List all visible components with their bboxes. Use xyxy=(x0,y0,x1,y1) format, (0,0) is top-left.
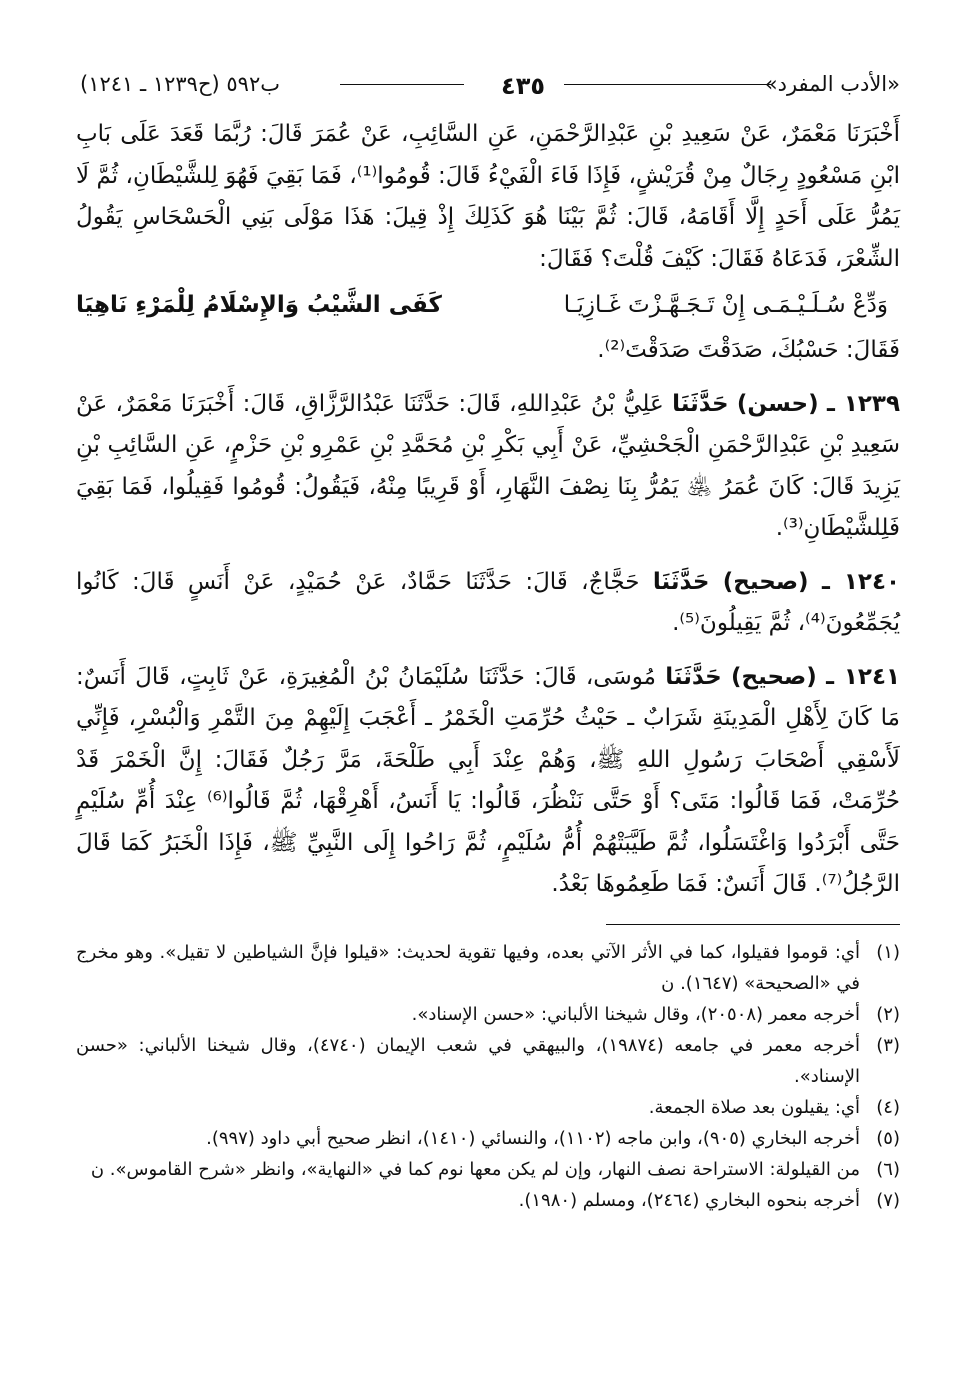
footnote-mark: (١) xyxy=(876,941,900,963)
hadith-number: ١٢٤٠ ـ xyxy=(821,568,901,595)
footnote xyxy=(76,999,900,1030)
footnote xyxy=(76,937,900,999)
hadith-range: ب٥٩٢ (ح١٢٣٩ ـ ١٢٤١) xyxy=(80,72,281,96)
footnote xyxy=(76,1123,900,1154)
footnote-text: أخرجه بنحوه البخاري (٢٤٦٤)، ومسلم (١٩٨٠). xyxy=(518,1189,860,1211)
hadith-grade: (حسن) xyxy=(736,390,819,417)
hadith-grade: (صحيح) xyxy=(722,568,809,595)
footnote-mark: (٧) xyxy=(876,1189,900,1211)
after-poem-line: فَقَالَ: حَسْبُكَ، صَدَقْتَ صَدَقْتَ⁽²⁾. xyxy=(597,337,900,363)
footnote xyxy=(76,1030,900,1092)
hadith-opening: حَدَّثَنَا xyxy=(665,663,722,690)
footnote-mark: (٢) xyxy=(876,1003,900,1025)
footnote-text: أخرجه معمر في جامعه (١٩٨٧٤)، والبيهقي في شعب الإيمان (٤٧٤٠)، وقال شيخنا الألباني: «حسن الإسناد». xyxy=(76,1034,861,1087)
hadith-opening: حَدَّثَنَا xyxy=(672,390,729,417)
hadith-text: عَلِيُّ بْنُ عَبْدِاللهِ، قَالَ: حَدَّثَنَا عَبْدُالرَّزَّاقِ، قَالَ: أَخْبَرَنَا مَعْمَرٌ، عَنْ سَعِيدِ بْنِ عَبْدِالرَّحْمَنِ الْجَحْشِيِّ، عَنْ أَبِي بَكْرِ بْنِ مُحَمَّدِ بْنِ عَمْرِو بْنِ حَزْمٍ، عَنِ السَّائِبِ بْنِ يَزِيدَ قَالَ: كَانَ عُمَرُ ﵁ يَمُرُّ بِنَا نِصْفَ النَّهَارِ، أَوْ قَرِيبًا مِنْهُ، فَيَقُولُ: قُومُوا فَقِيلُوا، فَمَا بَقِيَ فَلِلشَّيْطَانِ⁽³⁾. xyxy=(76,390,900,541)
footnote-text: من القيلولة: الاستراحة نصف النهار، وإن لم يكن معها نوم كما في «النهاية»، وانظر «شرح القاموس». ن xyxy=(90,1158,860,1180)
hadith-number: ١٢٤١ ـ xyxy=(826,663,901,690)
hadith-grade: (صحيح) xyxy=(731,663,817,690)
footnote xyxy=(76,1154,900,1185)
footnote-text: أي: قوموا فقيلوا، كما في الأثر الآتي بعده، وفيها تقوية لحديث: «قيلوا فإنَّ الشياطين لا تقيل». وهو مخرج في «الصحيحة» (١٦٤٧). ن xyxy=(76,941,860,994)
header-rule xyxy=(340,72,464,85)
footnote-mark: (٤) xyxy=(876,1096,900,1118)
poem-verse xyxy=(76,282,900,328)
poem-second-hemistich: كَفَى الشَّيْبُ وَالإِسْلَامُ لِلْمَرْءِ نَاهِيَا xyxy=(76,292,442,318)
hadith-1240 xyxy=(76,562,900,645)
page-number: ٤٣٥ xyxy=(501,72,545,100)
poem-first-hemistich: وَدِّعْ سُـلَـيْـمَـى إِنْ تَـجَـهَّـزْتَ غَـازِيَـا xyxy=(563,292,888,318)
footnote-mark: (٥) xyxy=(876,1127,900,1149)
footnote-text: أي: يقيلون بعد صلاة الجمعة. xyxy=(648,1096,860,1118)
book-title: «الأدب المفرد» xyxy=(764,72,900,96)
footnote-text: أخرجه معمر (٢٠٥٠٨)، وقال شيخنا الألباني: «حسن الإسناد». xyxy=(411,1003,860,1025)
hadith-number: ١٢٣٩ ـ xyxy=(826,390,900,417)
footnote xyxy=(76,1092,900,1123)
hadith-opening: حَدَّثَنَا xyxy=(652,568,710,595)
book-page xyxy=(76,70,900,1360)
hadith-1239 xyxy=(76,384,900,550)
running-header xyxy=(76,70,900,114)
footnotes xyxy=(76,937,900,1216)
footnote-mark: (٣) xyxy=(876,1034,900,1056)
footnote-text: أخرجه البخاري (٩٠٥)، وابن ماجه (١١٠٢)، والنسائي (١٤١٠)، انظر صحيح أبي داود (٩٩٧). xyxy=(206,1127,860,1149)
footnote-separator xyxy=(606,924,900,925)
hadith-1241 xyxy=(76,657,900,906)
main-text xyxy=(76,114,900,906)
header-rule xyxy=(564,72,772,85)
hadith-text: مُوسَى، قَالَ: حَدَّثَنَا سُلَيْمَانُ بْنُ الْمُغِيرَةِ، عَنْ ثَابِتٍ، قَالَ أَنَسٌ: مَا كَانَ لِأَهْلِ الْمَدِينَةِ شَرَابٌ ـ حَيْثُ حُرِّمَتِ الْخَمْرُ ـ أَعْجَبَ إِلَيْهِمْ مِنَ التَّمْرِ وَالْبُسْرِ، فَإِنِّي لَأَسْقِي أَصْحَابَ رَسُولِ اللهِ ﷺ، وَهُمْ عِنْدَ أَبِي طَلْحَةَ، مَرَّ رَجُلٌ فَقَالَ: إِنَّ الْخَمْرَ قَدْ حُرِّمَتْ، فَمَا قَالُوا: مَتَى؟ أَوْ حَتَّى نَنْظُرَ، قَالُوا: يَا أَنَسُ، أَهْرِقْهَا، ثُمَّ قَالُوا⁽⁶⁾ عِنْدَ أُمِّ سُلَيْمٍ حَتَّى أَبْرَدُوا وَاغْتَسَلُوا، ثُمَّ طَيَّبَتْهُمْ أُمُّ سُلَيْمٍ، ثُمَّ رَاحُوا إِلَى النَّبِيِّ ﷺ، فَإِذَا الْخَبَرُ كَمَا قَالَ الرَّجُلُ⁽⁷⁾. قَالَ أَنَسٌ: فَمَا طَعِمُوهَا بَعْدُ. xyxy=(76,663,900,897)
footnote xyxy=(76,1185,900,1216)
footnote-mark: (٦) xyxy=(876,1158,900,1180)
hadith-text: حَجَّاجٌ، قَالَ: حَدَّثَنَا حَمَّادٌ، عَنْ حُمَيْدٍ، عَنْ أَنَسٍ قَالَ: كَانُوا يُجَمِّعُونَ⁽⁴⁾، ثُمَّ يَقِيلُونَ⁽⁵⁾. xyxy=(76,568,900,636)
intro-paragraph: أَخْبَرَنَا مَعْمَرٌ، عَنْ سَعِيدِ بْنِ عَبْدِالرَّحْمَنِ، عَنِ السَّائِبِ، عَنْ عُمَرَ قَالَ: رُبَّمَا قَعَدَ عَلَى بَابِ ابْنِ مَسْعُودٍ رِجَالٌ مِنْ قُرَيْشٍ، فَإِذَا فَاءَ الْفَيْءُ قَالَ: قُومُوا⁽¹⁾، فَمَا بَقِيَ فَهُوَ لِلشَّيْطَانِ، ثُمَّ لَا يَمُرُّ عَلَى أَحَدٍ إِلَّا أَقَامَهُ، قَالَ: ثُمَّ بَيْنَا هُوَ كَذَلِكَ إِذْ قِيلَ: هَذَا مَوْلَى بَنِي الْحَسْحَاسِ يَقُولُ الشِّعْرَ، فَدَعَاهُ فَقَالَ: كَيْفَ قُلْتَ؟ فَقَالَ: xyxy=(76,121,900,272)
